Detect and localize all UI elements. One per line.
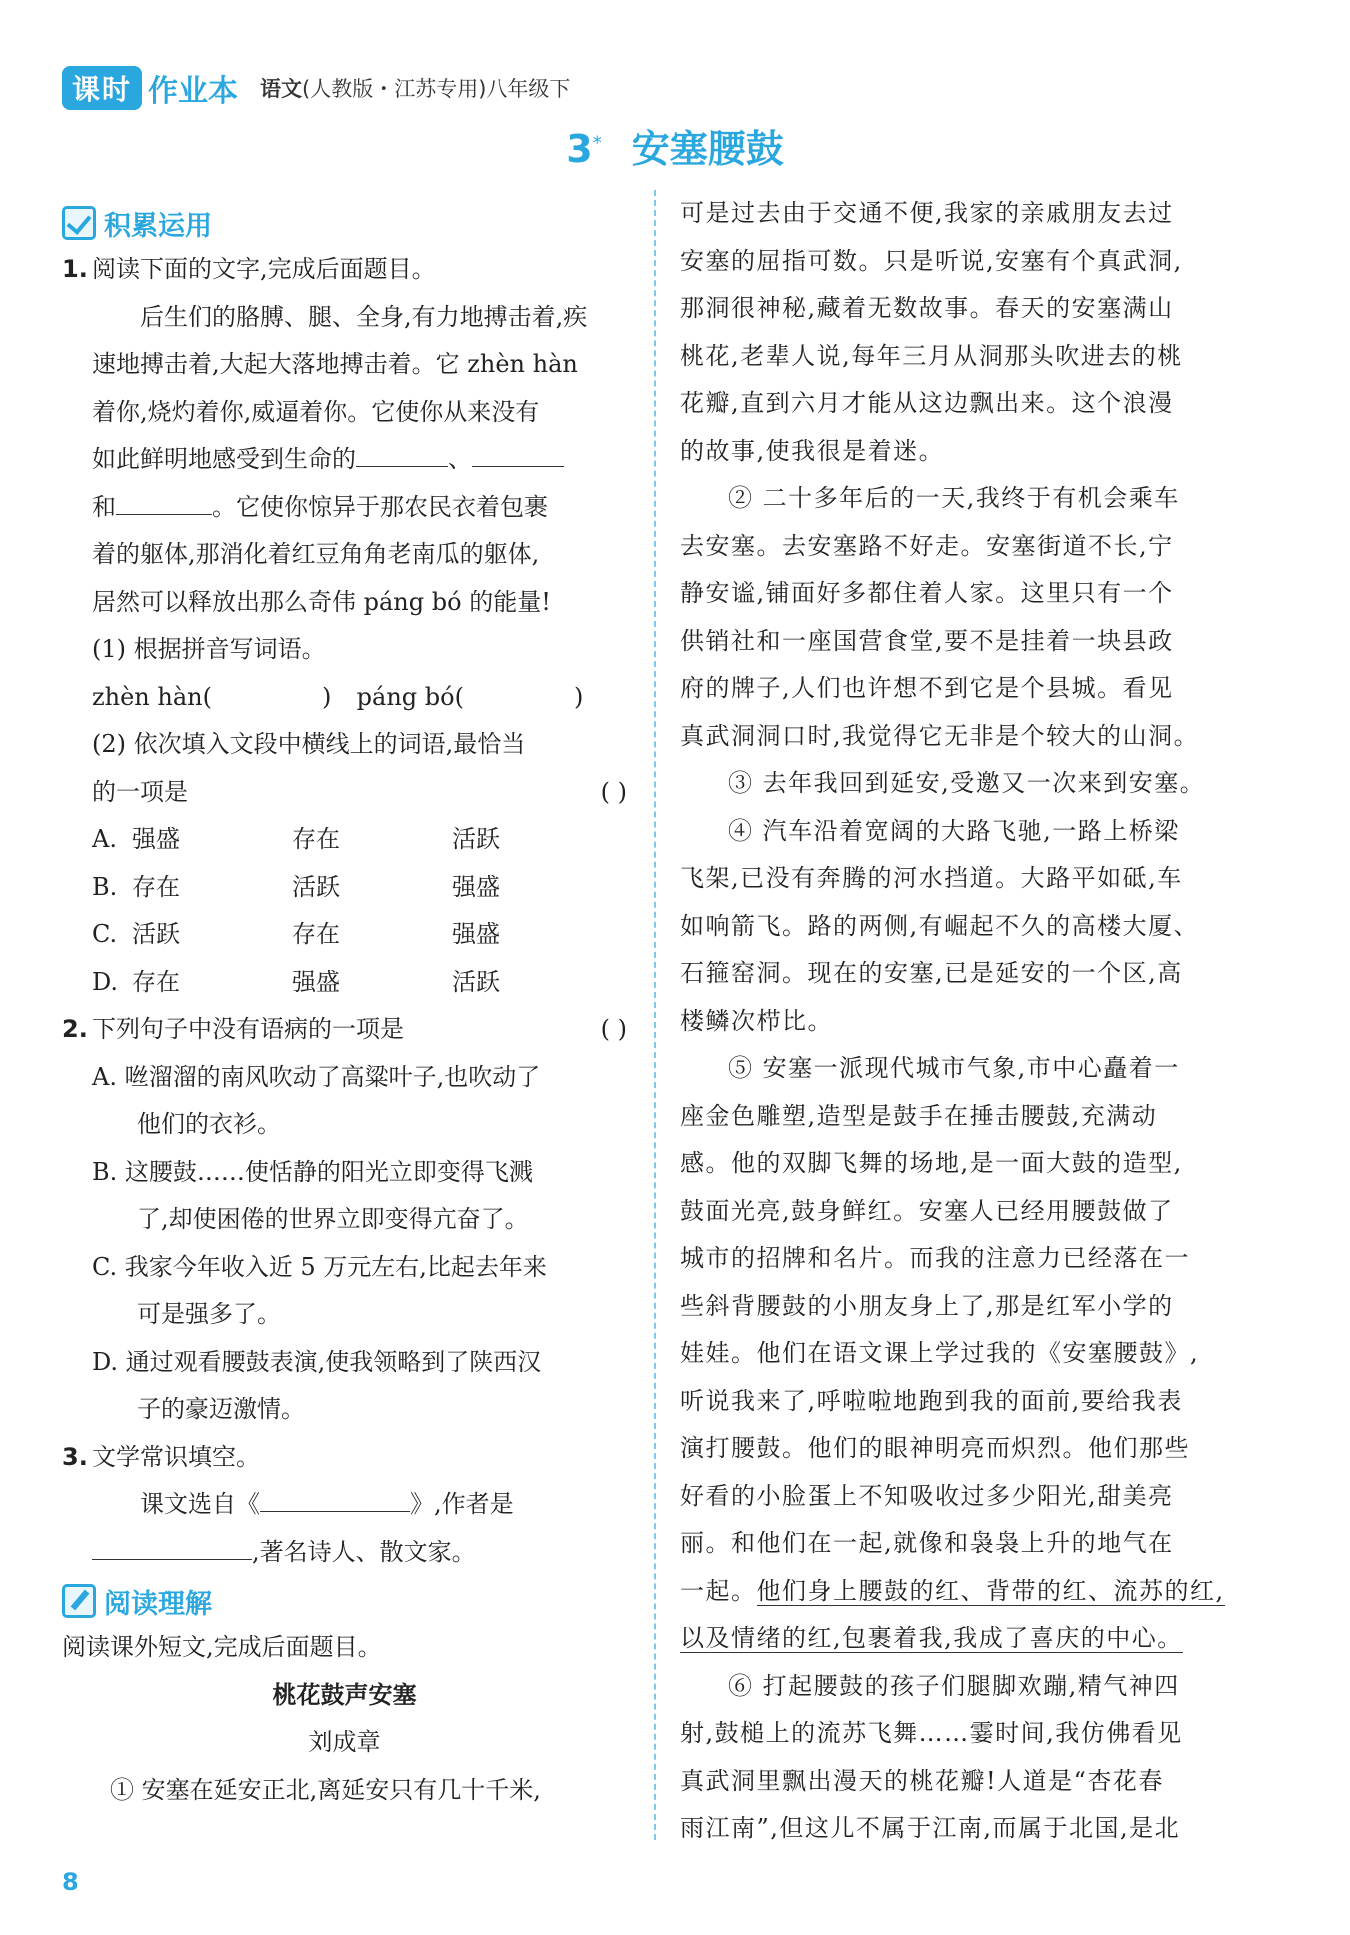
passage-line: 居然可以释放出那么奇伟 páng bó 的能量! — [92, 587, 551, 616]
option-c[interactable]: C. 我家今年收入近 5 万元左右,比起去年来 — [92, 1252, 547, 1281]
article-line: 静安谧,铺面好多都住着人家。这里只有一个 — [680, 579, 1174, 607]
article-line: 那洞很神秘,藏着无数故事。春天的安塞满山 — [680, 294, 1174, 322]
article-line: ⑥ 打起腰鼓的孩子们腿脚欢蹦,精气神四 — [728, 1671, 1180, 1700]
question-1 — [62, 246, 627, 294]
right-column — [680, 190, 1240, 1853]
sub-question-2: (2) 依次填入文段中横线上的词语,最恰当 — [92, 730, 526, 758]
brand-name: 作业本 — [148, 74, 239, 109]
sub-question-1: (1) 根据拼音写词语。 — [92, 635, 326, 663]
option-b[interactable]: B. 存在 活跃 强盛 — [92, 872, 500, 901]
question-number: 2. — [62, 1015, 88, 1043]
book-info — [260, 73, 570, 103]
article-line: 的故事,使我很是着迷。 — [680, 436, 945, 465]
passage-line: 着你,烧灼着你,威逼着你。它使你从来没有 — [92, 397, 540, 426]
article-line: 感。他的双脚飞舞的场地,是一面大鼓的造型, — [680, 1149, 1183, 1177]
passage-line: 速地搏击着,大起大落地搏击着。它 zhèn hàn — [92, 350, 578, 378]
article-line: 丽。和他们在一起,就像和袅袅上升的地气在 — [680, 1529, 1174, 1557]
article-line: 城市的招牌和名片。而我的注意力已经落在一 — [680, 1244, 1190, 1272]
pen-icon — [62, 1584, 96, 1618]
option-a-cont: 他们的衣衫。 — [137, 1110, 281, 1138]
option-b-cont: 了,却使困倦的世界立即变得亢奋了。 — [137, 1205, 529, 1233]
article-line — [680, 1615, 1240, 1663]
article-line: 雨江南”,但这儿不属于江南,而属于北国,是北 — [680, 1814, 1181, 1842]
underlined-sentence: 他们身上腰鼓的红、背带的红、流苏的红, — [756, 1576, 1225, 1605]
lesson-mark: * — [592, 132, 602, 154]
section-accumulate — [62, 200, 627, 246]
fill-blank[interactable] — [92, 1533, 252, 1560]
lesson-title — [0, 118, 1350, 173]
option-d[interactable]: D. 通过观看腰鼓表演,使我领略到了陕西汉 — [92, 1347, 542, 1376]
article-line: 安塞的屈指可数。只是听说,安塞有个真武洞, — [680, 246, 1183, 275]
passage-line: 和 。它使你惊异于那农民衣着包裹 — [62, 484, 627, 532]
page-header — [62, 68, 570, 108]
option-a[interactable]: A. 强盛 存在 活跃 — [92, 825, 500, 853]
answer-bracket[interactable]: ( ) — [600, 1015, 627, 1043]
article-title: 桃花鼓声安塞 — [272, 1680, 417, 1709]
column-divider — [654, 190, 656, 1840]
fill-line: ,著名诗人、散文家。 — [62, 1529, 627, 1577]
fill-line: 课文选自《 》,作者是 — [62, 1481, 627, 1529]
article-line: 听说我来了,呼啦啦地跑到我的面前,要给我表 — [680, 1386, 1183, 1415]
subject-label: 语文 — [260, 77, 303, 101]
fill-blank[interactable] — [472, 440, 564, 467]
article-line: 桃花,老辈人说,每年三月从洞那头吹进去的桃 — [680, 341, 1183, 370]
article-line: ④ 汽车沿着宽阔的大路飞驰,一路上桥梁 — [728, 816, 1180, 845]
answer-bracket[interactable]: ( ) — [600, 777, 627, 806]
fill-blank[interactable] — [260, 1485, 410, 1512]
pinyin-answers: zhèn hàn( ) páng bó( ) — [92, 682, 584, 711]
underlined-sentence: 以及情绪的红,包裹着我,我成了喜庆的中心。 — [680, 1624, 1183, 1652]
lesson-name: 安塞腰鼓 — [631, 127, 784, 171]
option-d-cont: 子的豪迈激情。 — [137, 1395, 305, 1423]
lesson-number: 3* — [566, 127, 602, 171]
article-line: 府的牌子,人们也许想不到它是个县城。看见 — [680, 674, 1174, 702]
article-line: 去安塞。去安塞路不好走。安塞街道不长,宁 — [680, 531, 1174, 560]
article-line: 花瓣,直到六月才能从这边飘出来。这个浪漫 — [680, 389, 1174, 417]
option-c-cont: 可是强多了。 — [137, 1300, 281, 1328]
option-d[interactable]: D. 存在 强盛 活跃 — [92, 967, 500, 996]
article-line: ③ 去年我回到延安,受邀又一次来到安塞。 — [728, 769, 1206, 797]
article-line: 娃娃。他们在语文课上学过我的《安塞腰鼓》, — [680, 1339, 1200, 1367]
section-title: 积累运用 — [104, 210, 212, 242]
article-line: 供销社和一座国营食堂,要不是挂着一块县政 — [680, 626, 1174, 655]
article-line: ② 二十多年后的一天,我终于有机会乘车 — [728, 484, 1180, 512]
option-a[interactable]: A. 咝溜溜的南风吹动了高粱叶子,也吹动了 — [92, 1062, 541, 1091]
left-column — [62, 200, 627, 1814]
article-line: 座金色雕塑,造型是鼓手在捶击腰鼓,充满动 — [680, 1101, 1158, 1130]
question-3 — [62, 1434, 627, 1482]
article-line: 鼓面光亮,鼓身鲜红。安塞人已经用腰鼓做了 — [680, 1196, 1174, 1225]
article-line: 真武洞洞口时,我觉得它无非是个较大的山洞。 — [680, 721, 1200, 750]
option-c[interactable]: C. 活跃 存在 强盛 — [92, 920, 500, 948]
section-title: 阅读理解 — [104, 1588, 212, 1620]
question-prompt: 文学常识填空。 — [92, 1442, 260, 1471]
article-line: 可是过去由于交通不便,我家的亲戚朋友去过 — [680, 199, 1174, 227]
checkbox-icon — [62, 206, 96, 240]
reading-intro: 阅读课外短文,完成后面题目。 — [62, 1633, 382, 1661]
question-prompt: 阅读下面的文字,完成后面题目。 — [92, 255, 436, 283]
passage-line: 如此鲜明地感受到生命的 、 — [62, 436, 627, 484]
edition-label: (人教版・江苏专用)八年级下 — [302, 77, 571, 101]
page-number: 8 — [62, 1868, 79, 1896]
fill-blank[interactable] — [356, 440, 448, 467]
passage-line: 后生们的胳膊、腿、全身,有力地搏击着,疾 — [140, 302, 588, 331]
article-line: 石箍窑洞。现在的安塞,已是延安的一个区,高 — [680, 959, 1183, 987]
sub-question-2-cont: 的一项是 ( ) — [62, 769, 627, 817]
article-line: 好看的小脸蛋上不知吸收过多少阳光,甜美亮 — [680, 1481, 1174, 1510]
section-reading — [62, 1578, 627, 1624]
question-number: 3. — [62, 1442, 88, 1471]
brand-logo: 课时 — [62, 66, 142, 110]
article-line: 些斜背腰鼓的小朋友身上了,那是红军小学的 — [680, 1291, 1174, 1320]
question-2 — [62, 1006, 627, 1054]
article-line: 一起。他们身上腰鼓的红、背带的红、流苏的红, — [680, 1576, 1225, 1605]
article-line: 飞架,已没有奔腾的河水挡道。大路平如砥,车 — [680, 864, 1183, 892]
article-line: 楼鳞次栉比。 — [680, 1006, 833, 1035]
article-line: 射,鼓槌上的流苏飞舞……霎时间,我仿佛看见 — [680, 1719, 1183, 1747]
article-author: 刘成章 — [308, 1728, 381, 1756]
option-b[interactable]: B. 这腰鼓……使恬静的阳光立即变得飞溅 — [92, 1157, 533, 1186]
article-line: 真武洞里飘出漫天的桃花瓣!人道是“杏花春 — [680, 1766, 1164, 1795]
fill-blank[interactable] — [116, 488, 212, 515]
question-prompt: 下列句子中没有语病的一项是 — [92, 1015, 404, 1043]
question-number: 1. — [62, 255, 88, 283]
passage-line: 着的躯体,那消化着红豆角角老南瓜的躯体, — [92, 540, 540, 568]
article-para-1: ① 安塞在延安正北,离延安只有几十千米, — [110, 1775, 541, 1804]
article-line: ⑤ 安塞一派现代城市气象,市中心矗着一 — [728, 1054, 1180, 1082]
article-line: 演打腰鼓。他们的眼神明亮而炽烈。他们那些 — [680, 1434, 1190, 1462]
article-line: 如响箭飞。路的两侧,有崛起不久的高楼大厦、 — [680, 911, 1200, 940]
